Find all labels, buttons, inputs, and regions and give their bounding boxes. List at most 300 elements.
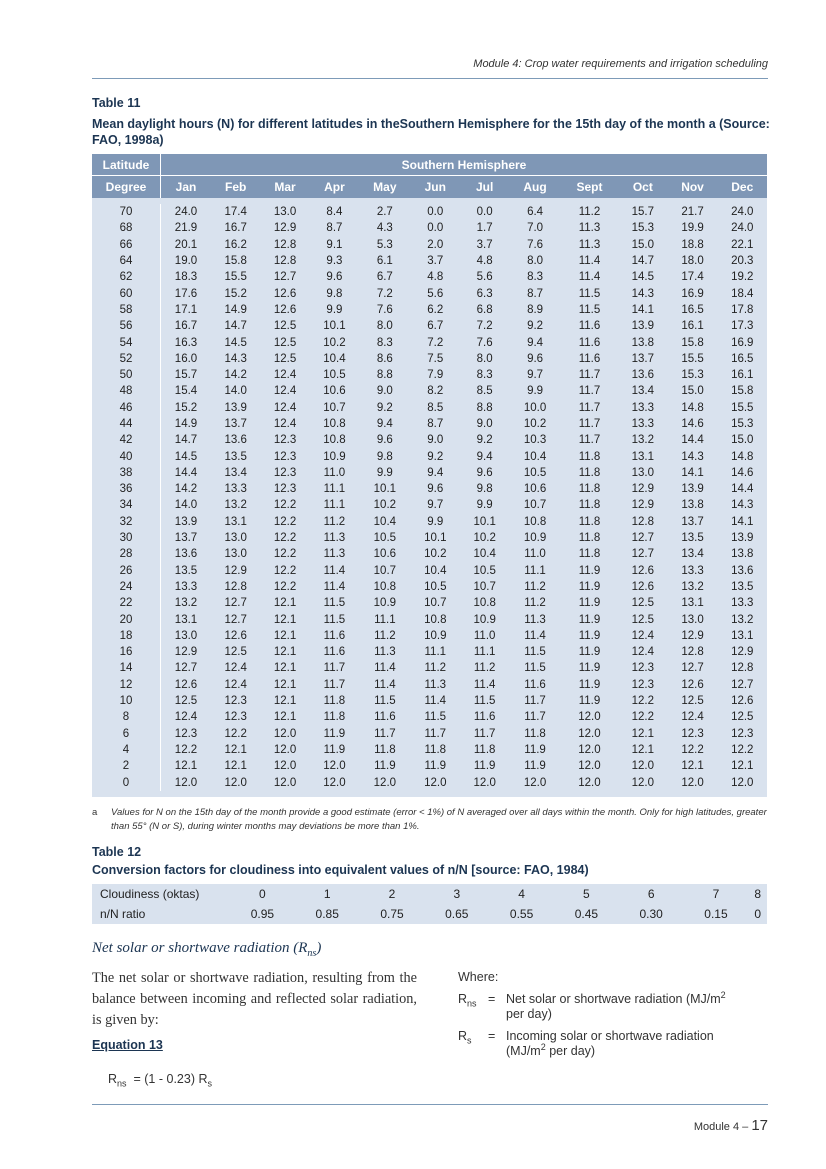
- daylight-cell: 12.4: [260, 367, 309, 383]
- daylight-cell: 7.6: [359, 302, 410, 318]
- daylight-cell: 11.5: [509, 660, 560, 676]
- daylight-cell: 9.1: [310, 237, 359, 253]
- latitude-cell: 38: [92, 465, 161, 481]
- daylight-cell: 11.2: [359, 628, 410, 644]
- daylight-cell: 11.8: [460, 742, 509, 758]
- daylight-cell: 13.6: [718, 563, 767, 579]
- daylight-cell: 12.9: [668, 628, 718, 644]
- daylight-cell: 11.9: [509, 742, 560, 758]
- daylight-cell: 16.9: [718, 334, 767, 350]
- section-title: Net solar or shortwave radiation $(R_{ns})$: [92, 940, 322, 959]
- daylight-cell: 11.7: [509, 693, 560, 709]
- daylight-cell: 12.0: [668, 774, 718, 790]
- daylight-cell: 10.7: [460, 579, 509, 595]
- daylight-cell: 12.6: [718, 693, 767, 709]
- daylight-cell: 12.4: [161, 709, 211, 725]
- daylight-cell: 13.7: [618, 351, 667, 367]
- oktas-cell: 6: [647, 887, 655, 901]
- table-row: [92, 742, 767, 758]
- daylight-cell: 14.3: [211, 351, 260, 367]
- daylight-cell: 10.8: [310, 416, 359, 432]
- latitude-cell: 10: [92, 693, 161, 709]
- daylight-cell: 7.0: [509, 220, 560, 236]
- table-row: [92, 351, 767, 367]
- daylight-cell: 11.2: [310, 514, 359, 530]
- daylight-cell: 12.6: [618, 579, 667, 595]
- daylight-cell: 12.7: [211, 611, 260, 627]
- spacer-row: [92, 791, 767, 797]
- daylight-cell: 14.8: [668, 400, 718, 416]
- daylight-cell: 8.5: [460, 383, 509, 399]
- daylight-cell: 19.2: [718, 269, 767, 285]
- daylight-cell: 11.6: [561, 334, 618, 350]
- daylight-cell: 11.5: [359, 693, 410, 709]
- daylight-cell: 4.8: [411, 269, 460, 285]
- cloudiness-table: [92, 884, 767, 924]
- daylight-cell: 21.9: [161, 220, 211, 236]
- daylight-cell: 9.2: [460, 432, 509, 448]
- daylight-cell: 12.3: [260, 448, 309, 464]
- latitude-cell: 14: [92, 660, 161, 676]
- daylight-cell: 11.4: [310, 563, 359, 579]
- daylight-cell: 12.1: [260, 595, 309, 611]
- daylight-cell: 11.2: [411, 660, 460, 676]
- daylight-cell: 16.3: [161, 334, 211, 350]
- daylight-cell: 11.4: [509, 628, 560, 644]
- daylight-cell: 12.6: [161, 677, 211, 693]
- daylight-cell: 11.6: [310, 628, 359, 644]
- daylight-cell: 13.4: [211, 465, 260, 481]
- daylight-cell: 12.0: [561, 709, 618, 725]
- daylight-cell: 13.6: [211, 432, 260, 448]
- daylight-cell: 12.2: [668, 742, 718, 758]
- degree-header: Degree: [92, 176, 161, 199]
- daylight-cell: 10.8: [460, 595, 509, 611]
- daylight-cell: 8.3: [509, 269, 560, 285]
- daylight-cell: 11.9: [561, 579, 618, 595]
- daylight-cell: 7.6: [460, 334, 509, 350]
- daylight-cell: 10.2: [310, 334, 359, 350]
- daylight-cell: 12.1: [260, 660, 309, 676]
- daylight-cell: 10.6: [509, 481, 560, 497]
- daylight-cell: 11.6: [561, 318, 618, 334]
- daylight-cell: 13.9: [618, 318, 667, 334]
- daylight-cell: 12.4: [260, 400, 309, 416]
- daylight-cell: 11.7: [460, 726, 509, 742]
- month-header: Aug: [509, 176, 560, 199]
- daylight-cell: 15.0: [618, 237, 667, 253]
- daylight-cell: 6.7: [359, 269, 410, 285]
- daylight-cell: 11.1: [509, 563, 560, 579]
- daylight-cell: 15.5: [718, 400, 767, 416]
- month-header: Jul: [460, 176, 509, 199]
- daylight-cell: 12.2: [618, 709, 667, 725]
- oktas-cell: 7: [712, 887, 720, 901]
- daylight-cell: 11.9: [561, 563, 618, 579]
- daylight-cell: 2.7: [359, 204, 410, 220]
- table-row: [92, 758, 767, 774]
- daylight-cell: 12.0: [411, 774, 460, 790]
- daylight-cell: 12.4: [668, 709, 718, 725]
- daylight-cell: 11.3: [561, 220, 618, 236]
- daylight-cell: 9.9: [310, 302, 359, 318]
- daylight-cell: 11.4: [411, 693, 460, 709]
- daylight-cell: 12.4: [260, 416, 309, 432]
- latitude-cell: 52: [92, 351, 161, 367]
- daylight-cell: 16.5: [718, 351, 767, 367]
- month-header: Sept: [561, 176, 618, 199]
- daylight-cell: 7.5: [411, 351, 460, 367]
- daylight-cell: 11.3: [509, 611, 560, 627]
- daylight-cell: 11.8: [411, 742, 460, 758]
- daylight-cell: 11.4: [359, 677, 410, 693]
- daylight-cell: 13.4: [618, 383, 667, 399]
- daylight-cell: 19.9: [668, 220, 718, 236]
- daylight-cell: 13.0: [211, 546, 260, 562]
- daylight-cell: 11.7: [561, 383, 618, 399]
- daylight-cell: 12.3: [260, 481, 309, 497]
- definition-rs: $R_s$ = Incoming solar or shortwave radiation ($MJ/m^2$ per day): [458, 1029, 714, 1058]
- daylight-cell: 11.6: [359, 709, 410, 725]
- daylight-cell: 5.3: [359, 237, 410, 253]
- daylight-cell: 12.7: [618, 546, 667, 562]
- daylight-cell: 12.0: [260, 742, 309, 758]
- latitude-cell: 12: [92, 677, 161, 693]
- ratio-row: [92, 904, 767, 924]
- daylight-cell: 11.3: [561, 237, 618, 253]
- daylight-cell: 11.9: [561, 644, 618, 660]
- daylight-cell: 12.8: [668, 644, 718, 660]
- daylight-cell: 12.2: [260, 579, 309, 595]
- daylight-cell: 16.7: [161, 318, 211, 334]
- daylight-cell: 6.2: [411, 302, 460, 318]
- daylight-cell: 11.8: [561, 546, 618, 562]
- daylight-cell: 15.3: [668, 367, 718, 383]
- daylight-cell: 15.8: [718, 383, 767, 399]
- daylight-cell: 10.8: [310, 432, 359, 448]
- ratio-cell: 0: [754, 907, 762, 921]
- table-row: [92, 367, 767, 383]
- ratio-cell: 0.95: [250, 907, 275, 921]
- daylight-cell: 16.1: [718, 367, 767, 383]
- table-row: [92, 481, 767, 497]
- daylight-cell: 12.2: [260, 546, 309, 562]
- daylight-cell: 13.9: [161, 514, 211, 530]
- month-header-row: [92, 176, 767, 199]
- table-row: [92, 400, 767, 416]
- daylight-cell: 13.7: [161, 530, 211, 546]
- daylight-cell: 17.4: [668, 269, 718, 285]
- daylight-cell: 11.5: [561, 302, 618, 318]
- daylight-cell: 12.1: [260, 677, 309, 693]
- daylight-cell: 9.6: [411, 481, 460, 497]
- daylight-cell: 10.9: [359, 595, 410, 611]
- daylight-cell: 9.9: [411, 514, 460, 530]
- daylight-cell: 13.3: [211, 481, 260, 497]
- daylight-cell: 12.1: [260, 709, 309, 725]
- daylight-cell: 0.0: [460, 204, 509, 220]
- daylight-cell: 12.0: [561, 774, 618, 790]
- daylight-cell: 12.1: [718, 758, 767, 774]
- daylight-cell: 16.7: [211, 220, 260, 236]
- daylight-cell: 14.6: [718, 465, 767, 481]
- table-row: [92, 497, 767, 513]
- table-row: [92, 611, 767, 627]
- daylight-cell: 14.5: [618, 269, 667, 285]
- daylight-cell: 12.6: [618, 563, 667, 579]
- daylight-cell: 11.8: [561, 497, 618, 513]
- daylight-cell: 8.0: [509, 253, 560, 269]
- daylight-cell: 15.2: [161, 400, 211, 416]
- daylight-cell: 11.7: [561, 432, 618, 448]
- table-row: [92, 644, 767, 660]
- daylight-cell: 13.2: [668, 579, 718, 595]
- latitude-cell: 2: [92, 758, 161, 774]
- daylight-cell: 11.5: [509, 644, 560, 660]
- cloudiness-label: Cloudiness (oktas): [100, 887, 200, 901]
- table-row: [92, 563, 767, 579]
- daylight-cell: 13.1: [668, 595, 718, 611]
- daylight-cell: 8.8: [460, 400, 509, 416]
- latitude-cell: 54: [92, 334, 161, 350]
- daylight-cell: 12.3: [718, 726, 767, 742]
- daylight-cell: 10.2: [460, 530, 509, 546]
- daylight-cell: 16.0: [161, 351, 211, 367]
- daylight-cell: 15.3: [618, 220, 667, 236]
- daylight-cell: 14.9: [161, 416, 211, 432]
- ratio-cell: 0.15: [704, 907, 728, 921]
- daylight-cell: 7.2: [460, 318, 509, 334]
- daylight-cell: 10.2: [509, 416, 560, 432]
- oktas-cell: 3: [453, 887, 461, 901]
- daylight-cell: 9.9: [359, 465, 410, 481]
- daylight-cell: 13.0: [161, 628, 211, 644]
- table-body: [92, 198, 767, 797]
- daylight-cell: 12.0: [310, 758, 359, 774]
- daylight-cell: 5.6: [460, 269, 509, 285]
- daylight-cell: 11.2: [509, 579, 560, 595]
- daylight-cell: 9.2: [509, 318, 560, 334]
- daylight-cell: 11.7: [411, 726, 460, 742]
- daylight-cell: 4.8: [460, 253, 509, 269]
- daylight-cell: 8.0: [460, 351, 509, 367]
- daylight-cell: 10.9: [460, 611, 509, 627]
- daylight-cell: 10.1: [359, 481, 410, 497]
- daylight-cell: 12.5: [260, 351, 309, 367]
- daylight-cell: 12.1: [161, 758, 211, 774]
- daylight-cell: 12.0: [509, 774, 560, 790]
- daylight-cell: 8.7: [310, 220, 359, 236]
- daylight-cell: 17.1: [161, 302, 211, 318]
- daylight-cell: 11.7: [310, 660, 359, 676]
- daylight-cell: 9.8: [460, 481, 509, 497]
- daylight-cell: 6.8: [460, 302, 509, 318]
- daylight-cell: 11.6: [561, 351, 618, 367]
- daylight-cell: 12.1: [211, 742, 260, 758]
- daylight-cell: 11.8: [561, 481, 618, 497]
- daylight-cell: 10.9: [411, 628, 460, 644]
- daylight-cell: 14.2: [161, 481, 211, 497]
- daylight-cell: 10.5: [509, 465, 560, 481]
- table-row: [92, 432, 767, 448]
- daylight-cell: 10.8: [411, 611, 460, 627]
- daylight-cell: 12.3: [211, 709, 260, 725]
- oktas-cell: 4: [518, 887, 525, 901]
- daylight-cell: 11.9: [561, 693, 618, 709]
- daylight-cell: 11.1: [460, 644, 509, 660]
- oktas-cell: 1: [323, 887, 331, 901]
- daylight-cell: 8.2: [411, 383, 460, 399]
- ratio-cell: 0.85: [315, 907, 339, 921]
- daylight-cell: 11.0: [310, 465, 359, 481]
- footnote-mark: a: [92, 807, 98, 818]
- daylight-cell: 9.3: [310, 253, 359, 269]
- daylight-cell: 12.2: [618, 693, 667, 709]
- daylight-cell: 10.8: [359, 579, 410, 595]
- daylight-cell: 13.0: [618, 465, 667, 481]
- daylight-cell: 11.3: [411, 677, 460, 693]
- daylight-cell: 12.3: [618, 677, 667, 693]
- daylight-cell: 13.5: [161, 563, 211, 579]
- latitude-cell: 18: [92, 628, 161, 644]
- daylight-cell: 17.8: [718, 302, 767, 318]
- daylight-cell: 9.8: [310, 285, 359, 301]
- daylight-cell: 12.0: [561, 758, 618, 774]
- daylight-cell: 15.8: [668, 334, 718, 350]
- daylight-cell: 12.0: [310, 774, 359, 790]
- daylight-cell: 12.9: [718, 644, 767, 660]
- daylight-cell: 8.8: [359, 367, 410, 383]
- daylight-cell: 11.4: [310, 579, 359, 595]
- table-row: [92, 546, 767, 562]
- daylight-cell: 9.6: [509, 351, 560, 367]
- daylight-cell: 12.6: [211, 628, 260, 644]
- daylight-cell: 12.2: [260, 563, 309, 579]
- daylight-cell: 15.5: [668, 351, 718, 367]
- table-row: [92, 709, 767, 725]
- daylight-cell: 13.1: [161, 611, 211, 627]
- daylight-cell: 12.5: [668, 693, 718, 709]
- daylight-cell: 18.0: [668, 253, 718, 269]
- daylight-cell: 12.7: [260, 269, 309, 285]
- latitude-cell: 60: [92, 285, 161, 301]
- daylight-cell: 9.6: [460, 465, 509, 481]
- daylight-cell: 14.7: [161, 432, 211, 448]
- daylight-cell: 14.4: [718, 481, 767, 497]
- daylight-cell: 11.9: [561, 677, 618, 693]
- daylight-cell: 9.9: [509, 383, 560, 399]
- daylight-cell: 12.9: [618, 497, 667, 513]
- daylight-cell: 12.0: [718, 774, 767, 790]
- daylight-cell: 11.6: [509, 677, 560, 693]
- daylight-hours-table: [92, 154, 767, 797]
- table11-caption: Mean daylight hours (N) for different latitudes in theSouthern Hemisphere for the 15th day of the month a (Source: FAO, 1998a): [92, 117, 770, 147]
- daylight-cell: 15.2: [211, 285, 260, 301]
- daylight-cell: 12.8: [718, 660, 767, 676]
- daylight-cell: 10.5: [359, 530, 410, 546]
- daylight-cell: 13.1: [618, 448, 667, 464]
- daylight-cell: 10.4: [359, 514, 410, 530]
- daylight-cell: 3.7: [460, 237, 509, 253]
- table-row: [92, 774, 767, 790]
- daylight-cell: 1.7: [460, 220, 509, 236]
- daylight-cell: 11.4: [561, 253, 618, 269]
- latitude-cell: 32: [92, 514, 161, 530]
- equation-13: $R_{ns} = (1 - 0.23)$ $R_s$: [108, 1072, 212, 1089]
- daylight-cell: 14.4: [161, 465, 211, 481]
- daylight-cell: 12.3: [618, 660, 667, 676]
- daylight-cell: 13.2: [718, 611, 767, 627]
- daylight-cell: 12.4: [618, 644, 667, 660]
- daylight-cell: 15.0: [668, 383, 718, 399]
- daylight-cell: 13.0: [260, 204, 309, 220]
- daylight-cell: 13.7: [211, 416, 260, 432]
- daylight-cell: 12.2: [260, 530, 309, 546]
- daylight-cell: 12.6: [260, 302, 309, 318]
- table-row: [92, 269, 767, 285]
- daylight-cell: 14.0: [211, 383, 260, 399]
- daylight-cell: 9.4: [411, 465, 460, 481]
- table-row: [92, 726, 767, 742]
- daylight-cell: 12.5: [618, 611, 667, 627]
- daylight-cell: 11.8: [509, 726, 560, 742]
- footnote-text: Values for N on the 15th day of the month provide a good estimate (error < 1%) of N averaged over all days within the month. Only for high latitudes, greater than 55° (N or S), during winter months may deviations be more than 1%.: [111, 807, 767, 832]
- latitude-cell: 46: [92, 400, 161, 416]
- daylight-cell: 12.0: [260, 726, 309, 742]
- table-row: [92, 302, 767, 318]
- daylight-cell: 7.6: [509, 237, 560, 253]
- daylight-cell: 11.1: [310, 497, 359, 513]
- daylight-cell: 12.9: [161, 644, 211, 660]
- ratio-label: n/N ratio: [100, 907, 146, 921]
- daylight-cell: 9.4: [359, 416, 410, 432]
- latitude-cell: 16: [92, 644, 161, 660]
- daylight-cell: 13.2: [161, 595, 211, 611]
- latitude-cell: 4: [92, 742, 161, 758]
- daylight-cell: 11.9: [561, 660, 618, 676]
- latitude-cell: 56: [92, 318, 161, 334]
- daylight-cell: 12.7: [668, 660, 718, 676]
- daylight-cell: 12.0: [359, 774, 410, 790]
- daylight-cell: 12.2: [161, 742, 211, 758]
- oktas-cell: 2: [388, 887, 396, 901]
- daylight-cell: 8.5: [411, 400, 460, 416]
- daylight-cell: 14.3: [618, 285, 667, 301]
- table-row: [92, 514, 767, 530]
- daylight-cell: 19.0: [161, 253, 211, 269]
- page-number: Module 4 – 17: [693, 1117, 768, 1134]
- daylight-cell: 10.2: [411, 546, 460, 562]
- daylight-cell: 12.0: [618, 774, 667, 790]
- daylight-cell: 10.0: [509, 400, 560, 416]
- daylight-cell: 11.5: [411, 709, 460, 725]
- table-row: [92, 579, 767, 595]
- daylight-cell: 0.0: [411, 204, 460, 220]
- table-row: [92, 628, 767, 644]
- daylight-cell: 14.9: [211, 302, 260, 318]
- table-row: [92, 595, 767, 611]
- daylight-cell: 11.7: [561, 367, 618, 383]
- daylight-cell: 13.1: [211, 514, 260, 530]
- daylight-cell: 11.0: [509, 546, 560, 562]
- daylight-cell: 11.4: [561, 269, 618, 285]
- daylight-cell: 9.6: [310, 269, 359, 285]
- daylight-cell: 12.0: [260, 758, 309, 774]
- where-label: Where:: [458, 970, 499, 984]
- daylight-cell: 12.9: [211, 563, 260, 579]
- daylight-cell: 11.9: [411, 758, 460, 774]
- month-header: Jun: [411, 176, 460, 199]
